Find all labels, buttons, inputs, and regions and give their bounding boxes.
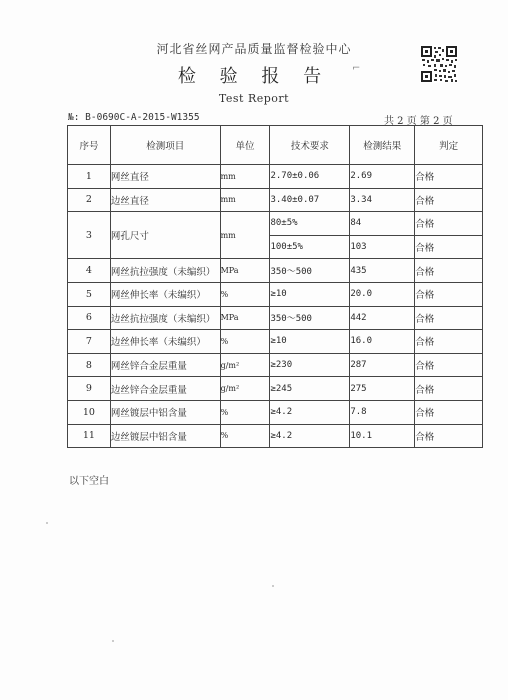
row-item: 边丝抗拉强度（未编织） bbox=[110, 306, 220, 330]
table-header-row bbox=[68, 126, 483, 165]
qr-code-icon bbox=[420, 45, 458, 83]
row-result: 2.69 bbox=[350, 165, 415, 189]
row-item: 网丝直径 bbox=[110, 165, 220, 189]
header-seq: 序号 bbox=[68, 126, 111, 165]
row-result: 442 bbox=[350, 306, 415, 330]
row-result: 435 bbox=[350, 259, 415, 283]
report-number: №: B-0690C-A-2015-W1355 bbox=[68, 112, 200, 123]
table-row bbox=[68, 306, 483, 330]
row-result: 16.0 bbox=[350, 330, 415, 354]
row-result: 287 bbox=[350, 353, 415, 377]
row-unit: MPa bbox=[220, 306, 270, 330]
scan-speck bbox=[46, 522, 48, 524]
row-result: 275 bbox=[350, 377, 415, 401]
scan-speck bbox=[272, 585, 274, 587]
row-requirement: ≥10 bbox=[270, 330, 350, 354]
row-item: 边丝镀层中铝含量 bbox=[110, 424, 220, 448]
row-requirement: 2.70±0.06 bbox=[270, 165, 350, 189]
row-result: 84 bbox=[350, 212, 415, 236]
row-item: 网丝镀层中铝含量 bbox=[110, 400, 220, 424]
header-requirement: 技术要求 bbox=[270, 126, 350, 165]
table-row bbox=[68, 353, 483, 377]
table-row bbox=[68, 400, 483, 424]
row-item: 网孔尺寸 bbox=[110, 212, 220, 259]
row-requirement: ≥245 bbox=[270, 377, 350, 401]
row-no: 7 bbox=[68, 330, 111, 354]
row-no: 8 bbox=[68, 353, 111, 377]
row-no: 10 bbox=[68, 400, 111, 424]
row-verdict: 合格 bbox=[415, 353, 483, 377]
row-no: 1 bbox=[68, 165, 111, 189]
row-requirement: 80±5% bbox=[270, 212, 350, 236]
row-requirement: ≥10 bbox=[270, 282, 350, 306]
pen-mark: ⌐ bbox=[352, 63, 361, 74]
table-row bbox=[68, 259, 483, 283]
row-requirement: ≥4.2 bbox=[270, 424, 350, 448]
row-unit: MPa bbox=[220, 259, 270, 283]
test-results-table bbox=[67, 125, 483, 448]
row-requirement: 3.40±0.07 bbox=[270, 188, 350, 212]
row-unit: mm bbox=[220, 212, 270, 259]
row-verdict: 合格 bbox=[415, 330, 483, 354]
table-row bbox=[68, 377, 483, 401]
row-verdict: 合格 bbox=[415, 212, 483, 236]
row-no: 9 bbox=[68, 377, 111, 401]
row-verdict: 合格 bbox=[415, 424, 483, 448]
row-item: 边丝伸长率（未编织） bbox=[110, 330, 220, 354]
row-unit: % bbox=[220, 282, 270, 306]
row-no: 5 bbox=[68, 282, 111, 306]
row-unit: % bbox=[220, 424, 270, 448]
row-item: 网丝伸长率（未编织） bbox=[110, 282, 220, 306]
row-no: 11 bbox=[68, 424, 111, 448]
row-verdict: 合格 bbox=[415, 235, 483, 259]
table-row bbox=[68, 330, 483, 354]
row-unit: g/m² bbox=[220, 377, 270, 401]
row-verdict: 合格 bbox=[415, 306, 483, 330]
row-result: 10.1 bbox=[350, 424, 415, 448]
header-unit: 单位 bbox=[220, 126, 270, 165]
table-row bbox=[68, 165, 483, 189]
row-requirement: 350～500 bbox=[270, 259, 350, 283]
row-verdict: 合格 bbox=[415, 282, 483, 306]
header-item: 检测项目 bbox=[110, 126, 220, 165]
row-verdict: 合格 bbox=[415, 400, 483, 424]
row-verdict: 合格 bbox=[415, 377, 483, 401]
row-item: 网丝锌合金层重量 bbox=[110, 353, 220, 377]
scan-speck bbox=[112, 640, 114, 642]
row-no: 3 bbox=[68, 212, 111, 259]
report-title-en: Test Report bbox=[218, 92, 290, 105]
row-unit: % bbox=[220, 330, 270, 354]
row-unit: mm bbox=[220, 188, 270, 212]
row-requirement: ≥230 bbox=[270, 353, 350, 377]
header-result: 检测结果 bbox=[350, 126, 415, 165]
row-item: 边丝锌合金层重量 bbox=[110, 377, 220, 401]
table-row bbox=[68, 282, 483, 306]
row-requirement: 100±5% bbox=[270, 235, 350, 259]
table-row bbox=[68, 188, 483, 212]
page-indicator: 共 2 页 第 2 页 bbox=[384, 116, 453, 127]
report-title-cn: 检 验 报 告 bbox=[177, 66, 331, 87]
row-unit: % bbox=[220, 400, 270, 424]
row-no: 6 bbox=[68, 306, 111, 330]
row-result: 103 bbox=[350, 235, 415, 259]
row-result: 3.34 bbox=[350, 188, 415, 212]
row-requirement: 350～500 bbox=[270, 306, 350, 330]
row-no: 4 bbox=[68, 259, 111, 283]
table-row bbox=[68, 212, 483, 236]
row-item: 边丝直径 bbox=[110, 188, 220, 212]
row-verdict: 合格 bbox=[415, 188, 483, 212]
row-result: 7.8 bbox=[350, 400, 415, 424]
remark-blank-below: 以下空白 bbox=[69, 476, 109, 487]
issuing-organization: 河北省丝网产品质量监督检验中心 bbox=[156, 42, 352, 56]
row-requirement: ≥4.2 bbox=[270, 400, 350, 424]
row-unit: mm bbox=[220, 165, 270, 189]
row-verdict: 合格 bbox=[415, 165, 483, 189]
row-no: 2 bbox=[68, 188, 111, 212]
row-item: 网丝抗拉强度（未编织） bbox=[110, 259, 220, 283]
row-verdict: 合格 bbox=[415, 259, 483, 283]
header-verdict: 判定 bbox=[415, 126, 483, 165]
row-result: 20.0 bbox=[350, 282, 415, 306]
table-row bbox=[68, 424, 483, 448]
row-unit: g/m² bbox=[220, 353, 270, 377]
